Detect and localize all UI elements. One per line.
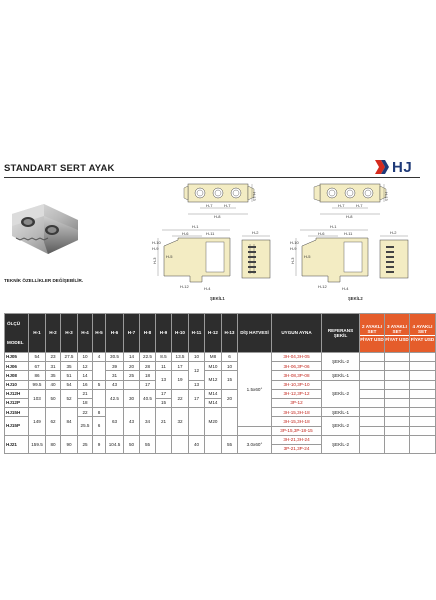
cell-h13: 20 — [222, 389, 238, 407]
logo-text: HJ — [392, 158, 413, 176]
cell-referans: ŞEKİL-2 — [322, 380, 360, 408]
f2-label-h6: H-6 — [318, 231, 325, 236]
model-label: MODEL — [7, 340, 24, 345]
olcu-header — [5, 314, 29, 353]
cell-price-4 — [410, 362, 436, 371]
col-h1: H-1 — [29, 314, 46, 353]
cell-h7: 14 — [124, 353, 140, 362]
cell-h2: 50 — [46, 389, 61, 407]
cell-h12: M20 — [205, 408, 222, 436]
cell-ayna: 3H-15,3H-18 — [272, 417, 322, 426]
cell-h9: 13 — [156, 371, 172, 389]
col-h8: H-8 — [140, 314, 156, 353]
cell-model: HJ10 — [5, 380, 29, 389]
col-h11: H-11 — [189, 314, 205, 353]
cell-h6: 63 — [106, 408, 124, 436]
cell-h3: 54 — [61, 380, 78, 389]
tl-label-h7b: H-7 — [224, 203, 231, 208]
cell-h12: M14 — [205, 389, 222, 398]
spec-table — [4, 313, 436, 454]
figure-1-caption: ŞEKİL1 — [210, 296, 225, 301]
cell-dis-hatvesi: 3.0x60° — [238, 435, 272, 453]
cell-h2: 80 — [46, 435, 61, 453]
cell-h3: 52 — [61, 389, 78, 407]
f2-label-h11: H-11 — [344, 231, 353, 236]
cell-ayna: 3P-21,3P-24 — [272, 444, 322, 453]
f2-label-h1: H-1 — [330, 224, 337, 229]
tl-label-h7a: H-7 — [206, 203, 213, 208]
table-row — [5, 353, 436, 362]
cell-h5 — [93, 389, 106, 407]
set-4-sub: FİYAT USD — [410, 337, 435, 343]
cell-h1: 159.5 — [29, 435, 46, 453]
f2-label-h5: H-5 — [304, 254, 311, 259]
cell-h1: 54 — [29, 353, 46, 362]
cell-h5: 6 — [93, 417, 106, 435]
cell-h13: 55 — [222, 435, 238, 453]
cell-h11: 10 — [189, 353, 205, 362]
cell-h5: 9 — [93, 435, 106, 453]
cell-price-3 — [385, 417, 410, 426]
col-h13: H-13 — [222, 314, 238, 353]
cell-h5: 8 — [93, 408, 106, 417]
cell-h12: M14 — [205, 398, 222, 407]
cell-h11 — [189, 408, 205, 436]
cell-ayna: 3H-08,3P-08 — [272, 371, 322, 380]
col-set-4 — [410, 314, 436, 353]
cell-h9: 17 — [156, 389, 172, 398]
cell-price-3 — [385, 435, 410, 453]
tr-label-h8: H-8 — [346, 214, 353, 219]
cell-h9: 21 — [156, 408, 172, 436]
cell-h4: 12 — [78, 362, 93, 371]
cell-h8: 17 — [140, 380, 156, 389]
cell-h3: 84 — [61, 408, 78, 436]
cell-h2: 23 — [46, 353, 61, 362]
technical-note: TEKNİK ÖZELLİKLER DEĞİŞEBİLİR. — [4, 278, 84, 283]
cell-price-2 — [360, 371, 385, 380]
f1-label-h3: H-3 — [152, 257, 157, 264]
cell-h4: 10 — [78, 353, 93, 362]
f2-label-h3: H-3 — [290, 257, 295, 264]
page-title: STANDART SERT AYAK — [4, 163, 115, 174]
cell-referans: ŞEKİL-2 — [322, 353, 360, 371]
cell-h10: 19 — [172, 371, 189, 389]
cell-h6: 43 — [106, 380, 124, 389]
f1-label-h4: H-4 — [204, 286, 211, 291]
col-dis-hatvesi: DİŞ HATVESİ — [238, 314, 272, 353]
cell-price-3 — [385, 389, 410, 398]
cell-h6: 39 — [106, 362, 124, 371]
cell-price-4 — [410, 417, 436, 426]
cell-h2: 62 — [46, 408, 61, 436]
cell-h12 — [205, 435, 222, 453]
cell-dis-hatvesi: 1.5x60° — [238, 353, 272, 427]
cell-h6: 42.5 — [106, 389, 124, 407]
col-h5: H-5 — [93, 314, 106, 353]
set-4-title: 4 AYAKLI SET — [412, 323, 433, 334]
cell-model: HJ05 — [5, 353, 29, 362]
table-row — [5, 408, 436, 417]
cell-h11: 40 — [189, 435, 205, 453]
cell-h13: 15 — [222, 371, 238, 389]
cell-h4: 22 — [78, 408, 93, 417]
table-row — [5, 435, 436, 444]
cell-h4: 25.5 — [78, 417, 93, 435]
cell-model: HJ08 — [5, 371, 29, 380]
cell-model: HJ15P — [5, 417, 29, 435]
col-h7: H-7 — [124, 314, 140, 353]
cell-price-2 — [360, 398, 385, 407]
cell-model: HJ12H — [5, 389, 29, 398]
cell-h4: 14 — [78, 371, 93, 380]
cell-h4: 25 — [78, 435, 93, 453]
cell-ayna: 3H-15,3H-18 — [272, 408, 322, 417]
cell-referans: ŞEKİL-1 — [322, 408, 360, 417]
cell-h1: 67 — [29, 362, 46, 371]
cell-h4: 21 — [78, 389, 93, 398]
cell-h3: 90 — [61, 435, 78, 453]
cell-h10 — [172, 435, 189, 453]
f1-label-h10: H-10 — [152, 240, 161, 245]
f1-label-h9: H-9 — [152, 246, 159, 251]
cell-ayna: 3H-12,3P-12 — [272, 389, 322, 398]
f1-label-h12: H-12 — [180, 284, 189, 289]
cell-price-4 — [410, 426, 436, 435]
olcu-label: ÖLÇÜ — [7, 320, 21, 326]
cell-ayna: 3P-15,3P-18-15 — [272, 426, 322, 435]
cell-h3: 35 — [61, 362, 78, 371]
cell-ayna: 3P-12 — [272, 398, 322, 407]
cell-h8: 40.5 — [140, 389, 156, 407]
tr-label-h13: H-13 — [384, 192, 389, 201]
f1-label-h1: H-1 — [192, 224, 199, 229]
cell-price-4 — [410, 398, 436, 407]
cell-model: HJ21 — [5, 435, 29, 453]
col-h4: H-4 — [78, 314, 93, 353]
cell-ayna: 3H-21,3H-24 — [272, 435, 322, 444]
cell-h6: 104.5 — [106, 435, 124, 453]
cell-h9 — [156, 435, 172, 453]
cell-h8: 18 — [140, 371, 156, 380]
col-referans: REFERANS ŞEKİL — [322, 314, 360, 353]
cell-h7: 20 — [124, 362, 140, 371]
cell-price-4 — [410, 435, 436, 453]
set-3-sub: FİYAT USD — [385, 337, 409, 343]
plan-view-left — [184, 184, 257, 219]
figure-2-views — [290, 224, 408, 301]
cell-h11: 13 — [189, 380, 205, 389]
cell-price-2 — [360, 362, 385, 371]
cell-h7: 25 — [124, 371, 140, 380]
cell-h7: 30 — [124, 389, 140, 407]
cell-h10: 32 — [172, 408, 189, 436]
col-h2: H-2 — [46, 314, 61, 353]
col-set-3 — [385, 314, 410, 353]
cell-h12: M8 — [205, 353, 222, 362]
cell-price-3 — [385, 353, 410, 362]
cell-h1: 149 — [29, 408, 46, 436]
table-row — [5, 362, 436, 371]
cell-h9: 8.5 — [156, 353, 172, 362]
cell-h1: 99.5 — [29, 380, 46, 389]
f1-label-h6: H-6 — [182, 231, 189, 236]
cell-price-3 — [385, 398, 410, 407]
cell-price-2 — [360, 353, 385, 362]
cell-model: HJ12P — [5, 398, 29, 407]
cell-referans: ŞEKİL-2 — [322, 435, 360, 453]
hj-logo-mark-icon — [375, 160, 389, 174]
cell-h4: 16 — [78, 380, 93, 389]
cell-h9: 11 — [156, 362, 172, 371]
cell-h13 — [222, 408, 238, 436]
cell-ayna: 3H-04,3H-05 — [272, 353, 322, 362]
tl-label-h13: H-13 — [252, 192, 257, 201]
cell-price-3 — [385, 426, 410, 435]
cell-h2: 31 — [46, 362, 61, 371]
cell-h7 — [124, 380, 140, 389]
cell-referans: ŞEKİL-1 — [322, 371, 360, 380]
cell-h8: 55 — [140, 435, 156, 453]
f1-label-h2: H-2 — [252, 230, 259, 235]
cell-dis-hatvesi — [238, 426, 272, 435]
product-photo — [4, 196, 82, 262]
cell-h8: 28 — [140, 362, 156, 371]
cell-h5 — [93, 362, 106, 380]
col-uygun-ayna: UYGUN AYNA — [272, 314, 322, 353]
cell-h13: 6 — [222, 353, 238, 362]
cell-price-4 — [410, 389, 436, 398]
cell-price-2 — [360, 417, 385, 426]
figure-1-views — [152, 224, 270, 301]
set-2-title: 2 AYAKLI SET — [362, 323, 382, 334]
f2-label-h4: H-4 — [342, 286, 349, 291]
cell-h6: 30.5 — [106, 353, 124, 362]
cell-price-4 — [410, 408, 436, 417]
f2-label-h2: H-2 — [390, 230, 397, 235]
f1-label-h5: H-5 — [166, 254, 173, 259]
cell-h9: 15 — [156, 398, 172, 407]
set-2-sub: FİYAT USD — [360, 337, 384, 343]
tr-label-h7a: H-7 — [338, 203, 345, 208]
cell-h3: 51 — [61, 371, 78, 380]
cell-model: HJ15H — [5, 408, 29, 417]
col-h10: H-10 — [172, 314, 189, 353]
tl-label-h8: H-8 — [214, 214, 221, 219]
tr-label-h7b: H-7 — [356, 203, 363, 208]
cell-h4: 18 — [78, 398, 93, 407]
cell-h3: 27.5 — [61, 353, 78, 362]
col-h3: H-3 — [61, 314, 78, 353]
f1-label-h11: H-11 — [206, 231, 215, 236]
cell-ayna: 3H-10,3P-10 — [272, 380, 322, 389]
brand-logo — [375, 158, 412, 176]
cell-price-4 — [410, 353, 436, 362]
cell-h11: 12 — [189, 362, 205, 380]
col-set-2 — [360, 314, 385, 353]
cell-price-2 — [360, 408, 385, 417]
cell-h7: 50 — [124, 435, 140, 453]
table-row — [5, 371, 436, 380]
cell-price-3 — [385, 371, 410, 380]
cell-h12: M12 — [205, 371, 222, 389]
cell-h10: 22 — [172, 389, 189, 407]
set-3-title: 3 AYAKLI SET — [387, 323, 407, 334]
cell-h11: 17 — [189, 389, 205, 407]
cell-h8: 34 — [140, 408, 156, 436]
cell-model: HJ06 — [5, 362, 29, 371]
cell-h6: 31 — [106, 371, 124, 380]
plan-view-right — [314, 184, 389, 219]
cell-price-2 — [360, 380, 385, 389]
cell-h5: 5 — [93, 380, 106, 389]
f2-label-h12: H-12 — [318, 284, 327, 289]
cell-h5: 4 — [93, 353, 106, 362]
technical-drawings — [150, 178, 420, 303]
cell-h2: 35 — [46, 371, 61, 380]
col-h12: H-12 — [205, 314, 222, 353]
figure-2-caption: ŞEKİL2 — [348, 296, 363, 301]
cell-price-4 — [410, 380, 436, 389]
cell-h12: M10 — [205, 362, 222, 371]
cell-h10: 17 — [172, 362, 189, 371]
cell-h1: 103 — [29, 389, 46, 407]
cell-price-2 — [360, 426, 385, 435]
cell-h2: 40 — [46, 380, 61, 389]
cell-h10: 13.5 — [172, 353, 189, 362]
cell-h8: 22.5 — [140, 353, 156, 362]
cell-ayna: 3H-06,3P-06 — [272, 362, 322, 371]
cell-price-3 — [385, 380, 410, 389]
f2-label-h10: H-10 — [290, 240, 299, 245]
cell-h7: 43 — [124, 408, 140, 436]
col-h9: H-9 — [156, 314, 172, 353]
cell-price-3 — [385, 408, 410, 417]
f2-label-h9: H-9 — [290, 246, 297, 251]
cell-h13: 10 — [222, 362, 238, 371]
table-header-row — [5, 314, 436, 353]
cell-h1: 86 — [29, 371, 46, 380]
cell-price-2 — [360, 389, 385, 398]
cell-price-3 — [385, 362, 410, 371]
col-h6: H-6 — [106, 314, 124, 353]
cell-price-2 — [360, 435, 385, 453]
cell-price-4 — [410, 371, 436, 380]
table-row — [5, 389, 436, 398]
cell-referans: ŞEKİL-2 — [322, 417, 360, 435]
